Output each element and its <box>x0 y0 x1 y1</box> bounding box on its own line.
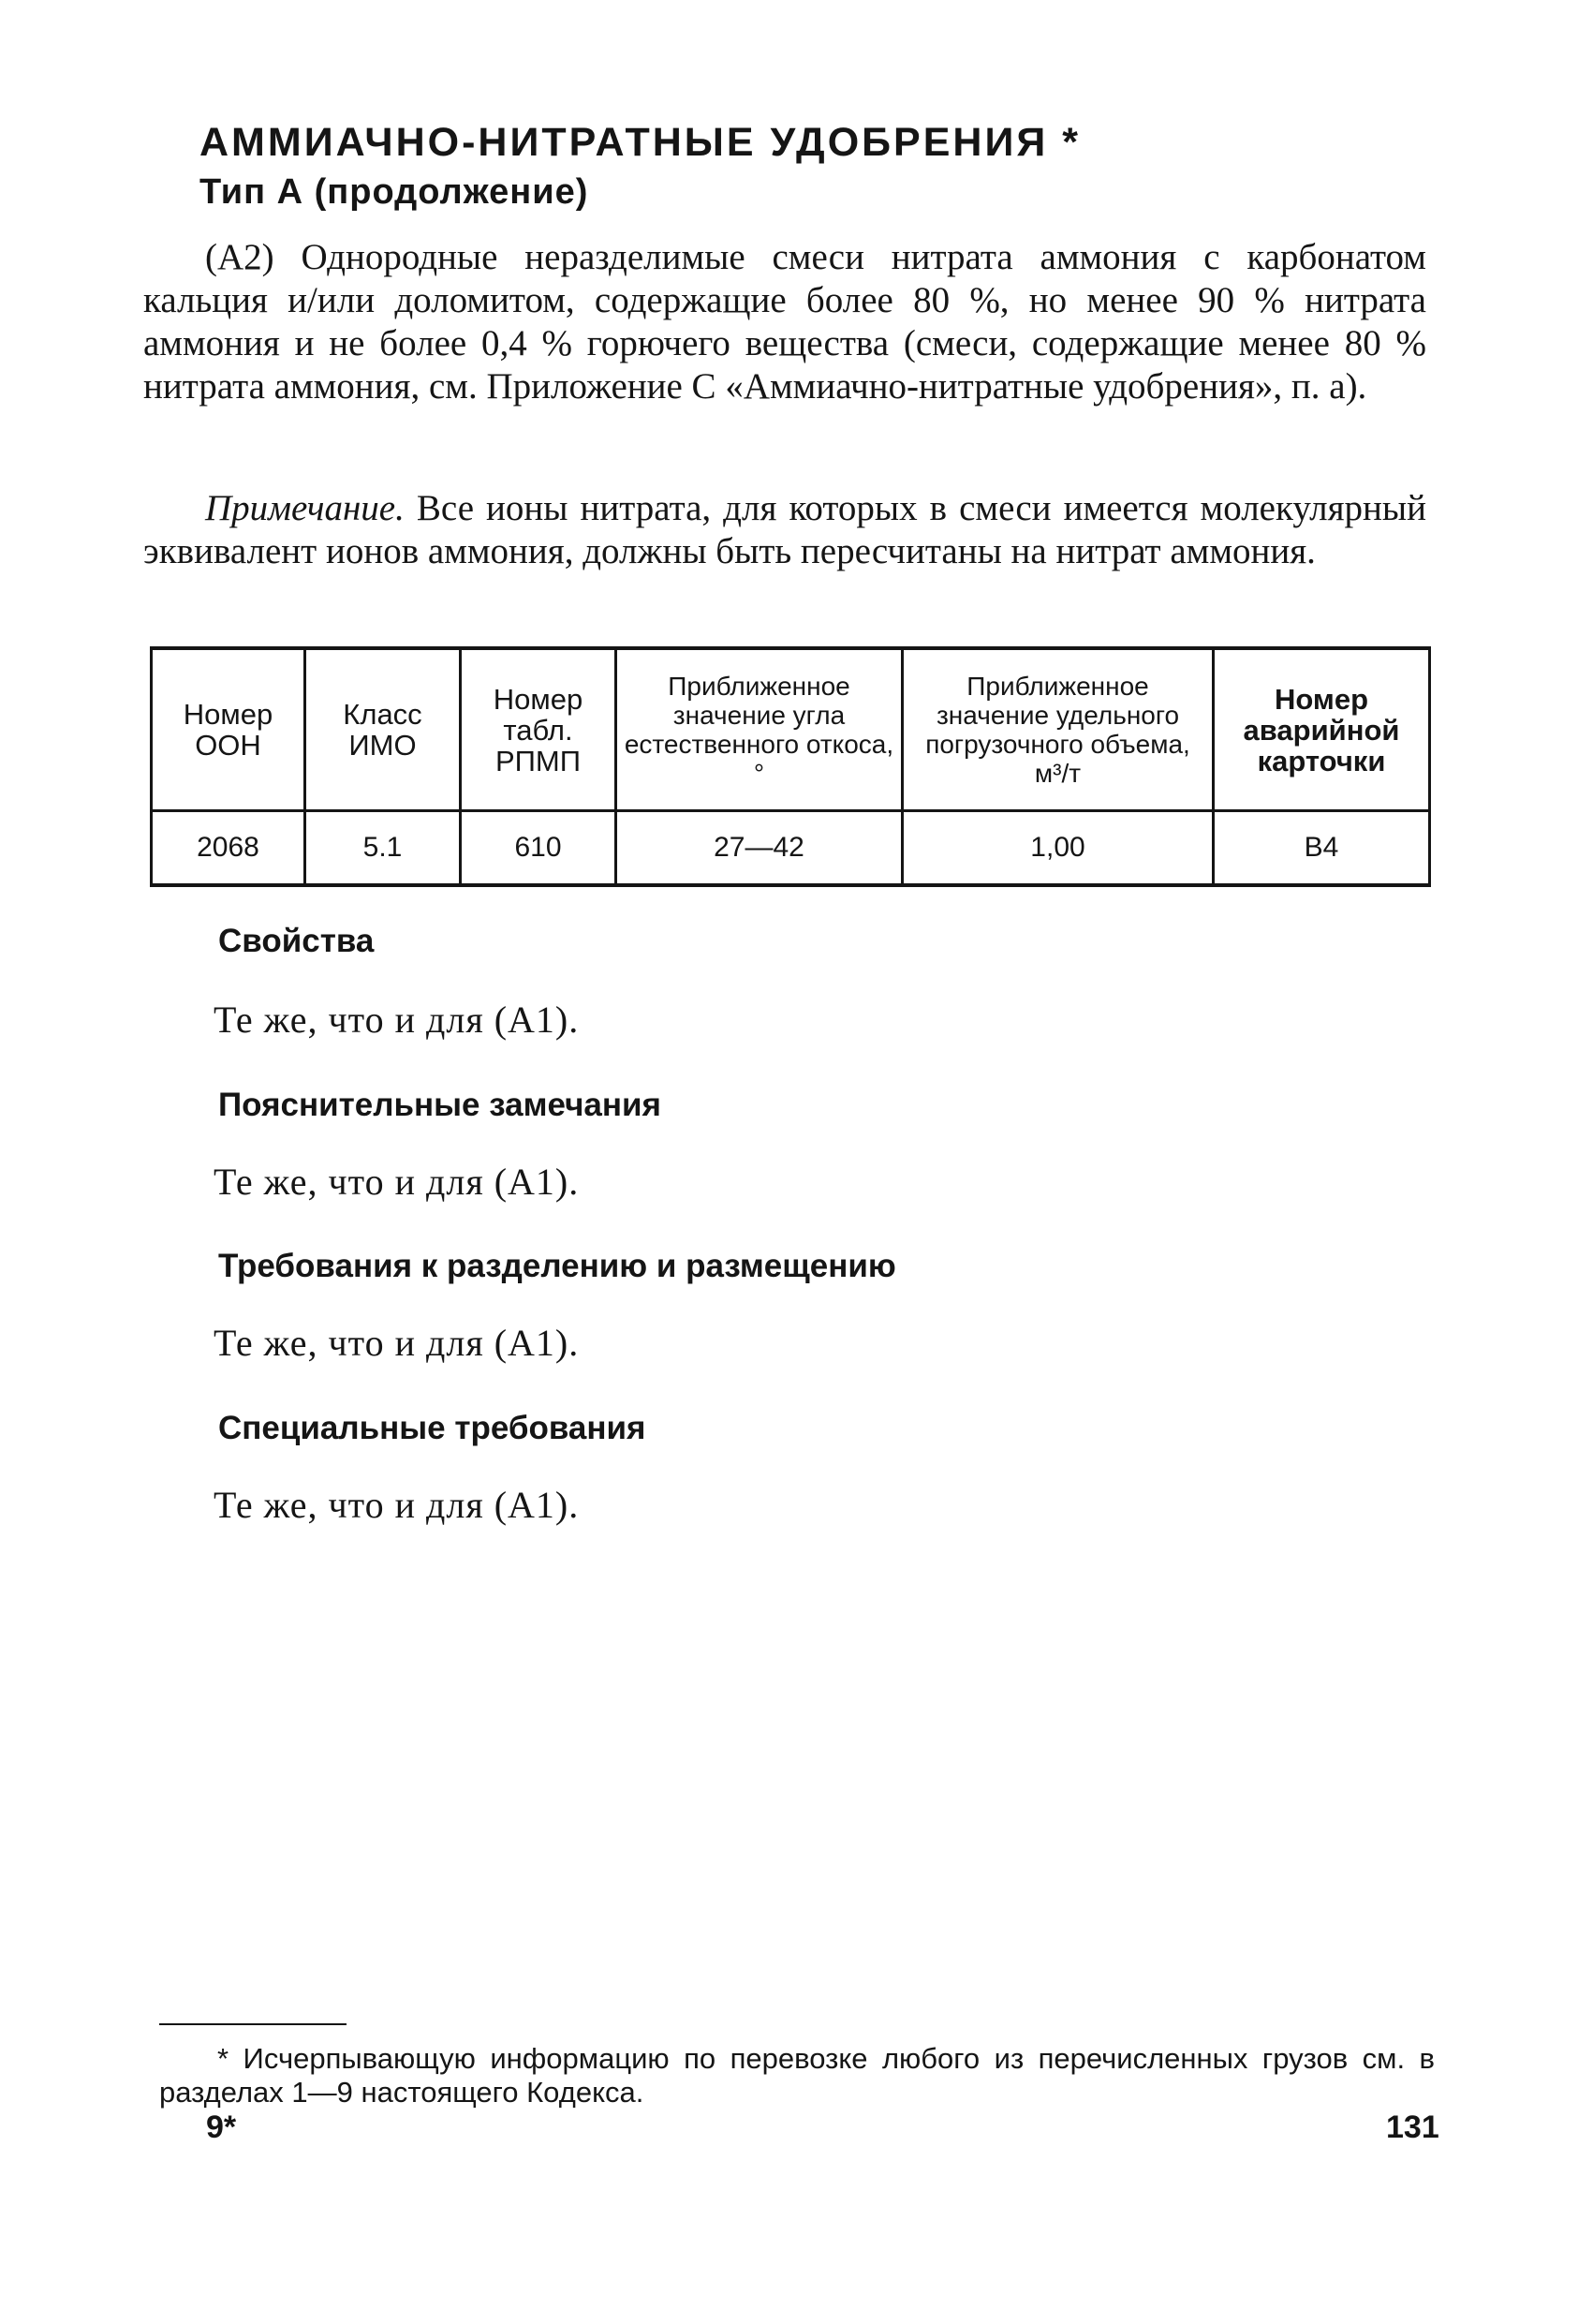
header-table-number: Номер табл. РПМП <box>461 648 616 811</box>
signature-mark: 9* <box>206 2109 237 2145</box>
section-text-segregation: Те же, что и для (А1). <box>214 1322 580 1364</box>
header-angle-of-repose: Приближенное значение угла естественного откоса, ° <box>616 648 903 811</box>
page-subtitle: Тип А (продолжение) <box>199 172 589 212</box>
section-text-special: Те же, что и для (А1). <box>214 1484 580 1526</box>
section-heading-segregation: Требования к разделению и размещению <box>218 1248 896 1284</box>
note-paragraph <box>143 487 1426 573</box>
header-imo-class: Класс ИМО <box>305 648 461 811</box>
cell-un-number: 2068 <box>152 811 305 886</box>
page-title: АММИАЧНО-НИТРАТНЫЕ УДОБРЕНИЯ * <box>199 120 1081 165</box>
table-header-row <box>152 648 1430 811</box>
note-text: Все ионы нитрата, для которых в смеси имеется молекулярный эквивалент ионов аммония, должны быть пересчитаны на нитрат аммония. <box>143 488 1426 571</box>
table-row <box>152 811 1430 886</box>
cell-angle-of-repose: 27—42 <box>616 811 903 886</box>
section-text-remarks: Те же, что и для (А1). <box>214 1161 580 1203</box>
paragraph-a2-text: (А2) Однородные неразделимые смеси нитрата аммония с карбонатом кальция и/или доломитом, содержащие более 80 %, но менее 90 % нитрата аммония и не более 0,4 % горючего вещества (смеси, содержащие менее 80 % нитрата аммония, см. Приложение С «Аммиачно-нитратные удобрения», п. а). <box>143 237 1426 407</box>
cell-imo-class: 5.1 <box>305 811 461 886</box>
section-heading-special: Специальные требования <box>218 1410 646 1446</box>
cell-stowage-factor: 1,00 <box>903 811 1214 886</box>
header-emergency-card: Номер аварийной карточки <box>1214 648 1430 811</box>
page-number: 131 <box>1386 2109 1439 2145</box>
footnote-divider <box>159 2023 347 2025</box>
header-un-number: Номер ООН <box>152 648 305 811</box>
cell-table-number: 610 <box>461 811 616 886</box>
section-text-properties: Те же, что и для (А1). <box>214 999 580 1041</box>
header-stowage-factor: Приближенное значение удельного погрузочного объема, м³/т <box>903 648 1214 811</box>
section-heading-remarks: Пояснительные замечания <box>218 1087 661 1123</box>
section-heading-properties: Свойства <box>218 923 375 959</box>
cargo-data-table <box>150 646 1431 887</box>
note-label: Примечание. <box>205 488 405 528</box>
paragraph-a2 <box>143 236 1426 408</box>
cell-emergency-card: В4 <box>1214 811 1430 886</box>
footnote <box>159 2042 1435 2109</box>
footnote-text: * Исчерпывающую информацию по перевозке любого из перечисленных грузов см. в разделах 1—9 настоящего Кодекса. <box>159 2042 1435 2109</box>
